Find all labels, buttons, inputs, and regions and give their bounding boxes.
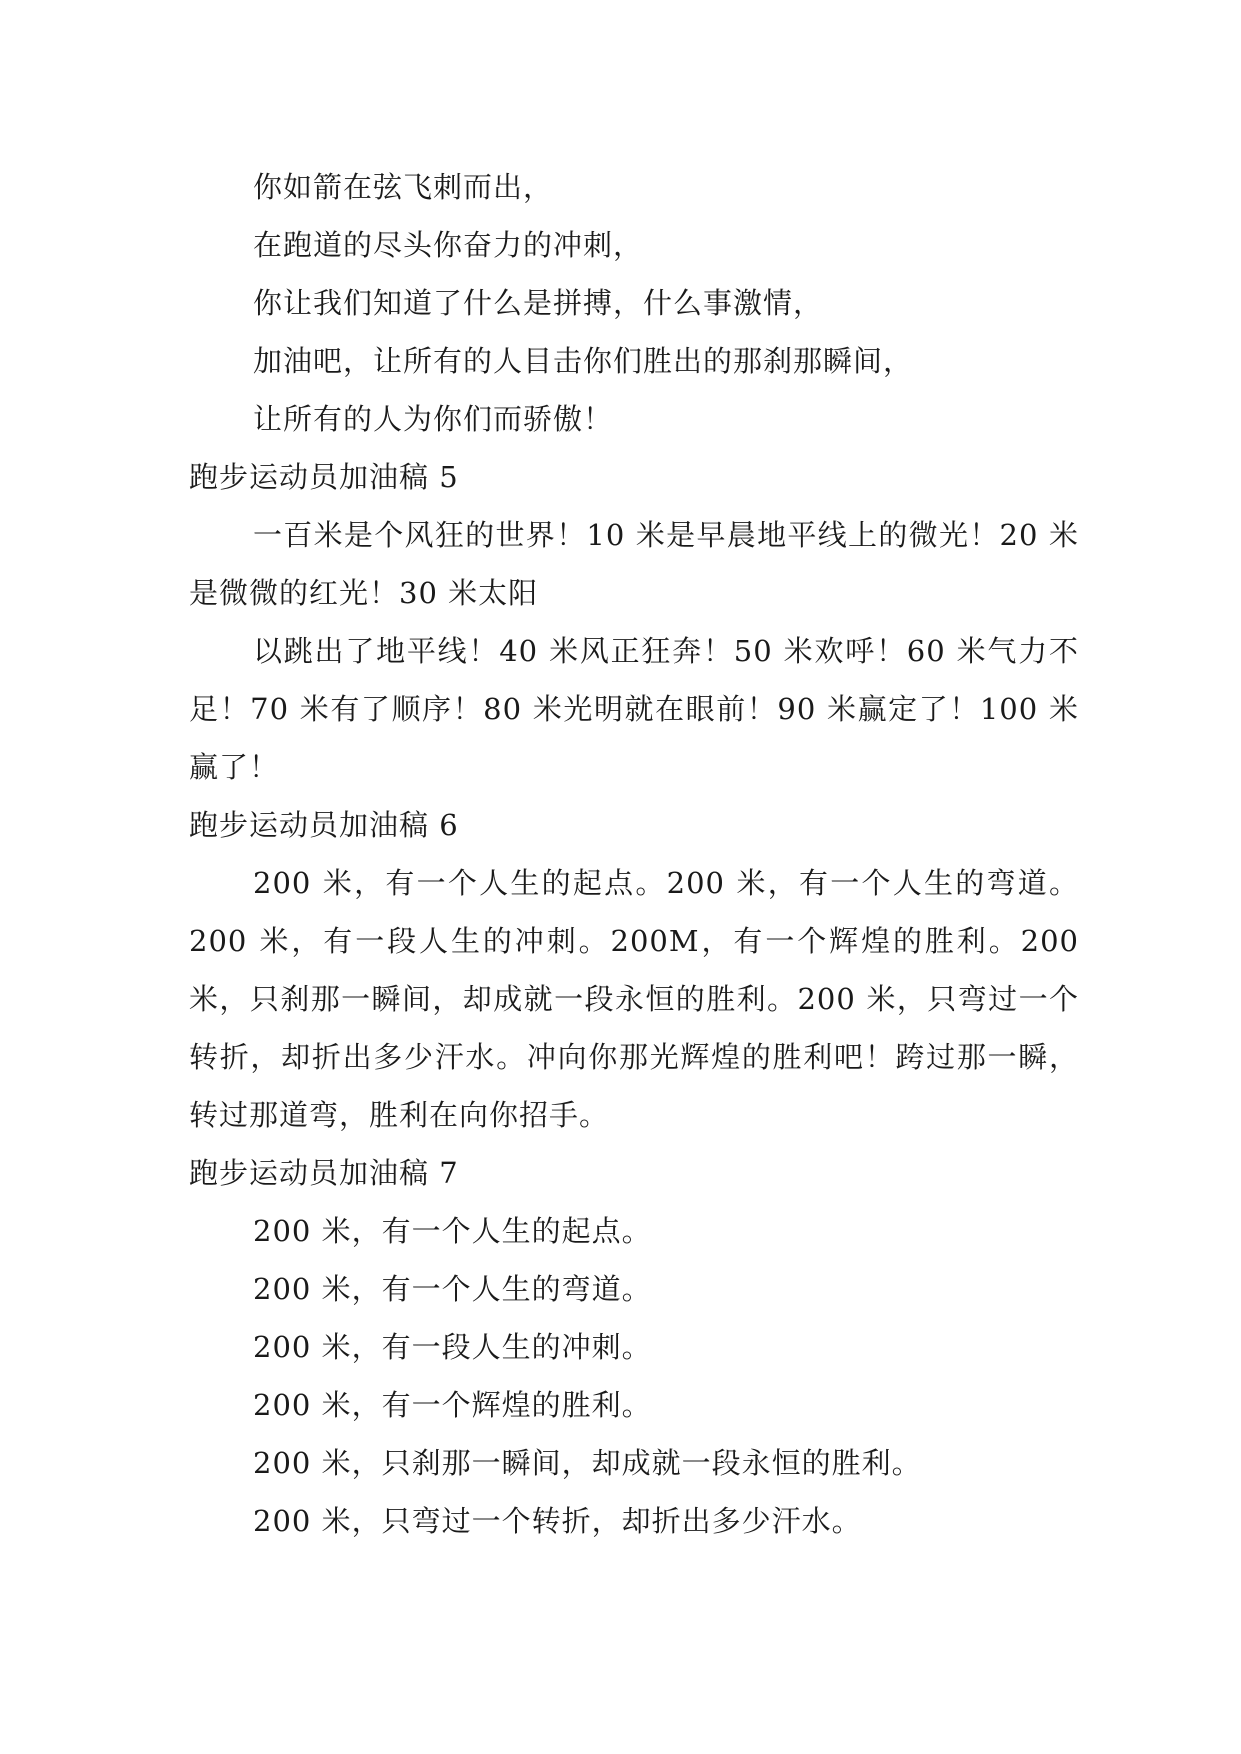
verse-line: 你让我们知道了什么是拼搏，什么事激情，: [253, 286, 824, 320]
verse-line: 200 米，有一个人生的起点。: [253, 1214, 652, 1248]
verse-line: 200 米，有一个辉煌的胜利。: [253, 1388, 652, 1422]
paragraph: 一百米是个风狂的世界！10 米是早晨地平线上的微光！20 米是微微的红光！30 米太阳: [189, 518, 1079, 610]
paragraph: 以跳出了地平线！40 米风正狂奔！50 米欢呼！60 米气力不足！70 米有了顺序！80 米光明就在眼前！90 米赢定了！100 米赢了！: [189, 634, 1079, 784]
verse-line: 200 米，只刹那一瞬间，却成就一段永恒的胜利。: [253, 1446, 922, 1480]
verse-line: 200 米，有一段人生的冲刺。: [253, 1330, 652, 1364]
paragraph: 200 米，有一个人生的起点。200 米，有一个人生的弯道。200 米，有一段人生的冲刺。200M，有一个辉煌的胜利。200 米，只刹那一瞬间，却成就一段永恒的胜利。200 米，只弯过一个转折，却折出多少汗水。冲向你那光辉煌的胜利吧！跨过那一瞬，转过那道弯，胜利在向你招手。: [189, 866, 1079, 1132]
section-heading-6: 跑步运动员加油稿 6: [189, 808, 459, 842]
verse-line: 在跑道的尽头你奋力的冲刺，: [253, 228, 644, 262]
verse-line: 加油吧，让所有的人目击你们胜出的那刹那瞬间，: [253, 344, 914, 378]
verse-line: 200 米，有一个人生的弯道。: [253, 1272, 652, 1306]
verse-line: 你如箭在弦飞刺而出，: [253, 170, 554, 204]
document-page: [189, 158, 1079, 1550]
section-heading-5: 跑步运动员加油稿 5: [189, 460, 459, 494]
section-heading-7: 跑步运动员加油稿 7: [189, 1156, 459, 1190]
verse-line: 让所有的人为你们而骄傲！: [253, 402, 614, 436]
verse-line: 200 米，只弯过一个转折，却折出多少汗水。: [253, 1504, 862, 1538]
